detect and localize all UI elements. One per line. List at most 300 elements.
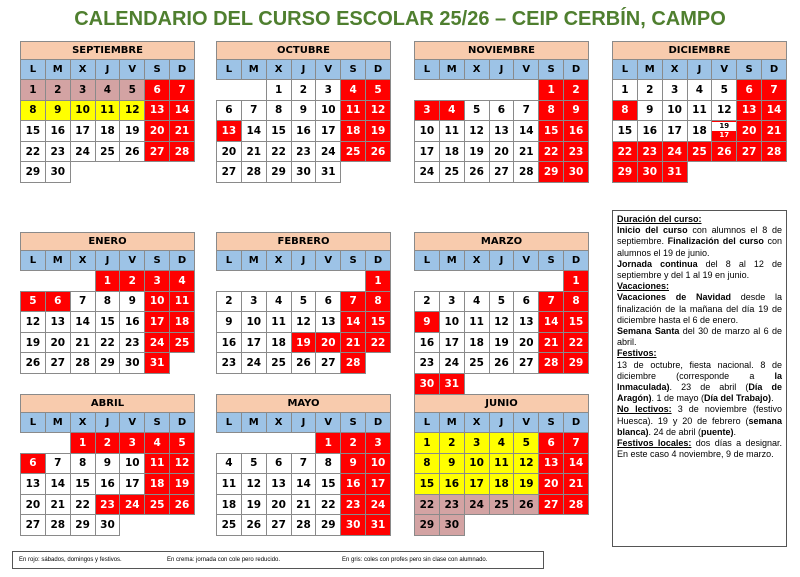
- day-cell: 30: [564, 162, 589, 183]
- day-cell: 6: [737, 80, 762, 101]
- fin-text: con alumnos el 19 de junio.: [617, 236, 782, 258]
- day-cell: 21: [241, 141, 266, 162]
- empty-cell: [366, 162, 391, 183]
- page-title: CALENDARIO DEL CURSO ESCOLAR 25/26 – CEIP CERBÍN, CAMPO: [74, 8, 726, 30]
- day-cell: 13: [217, 121, 242, 142]
- day-cell: 25: [341, 141, 366, 162]
- day-cell: 11: [439, 121, 464, 142]
- month-name: ENERO: [21, 233, 195, 251]
- weekday-header: V: [120, 251, 145, 271]
- empty-cell: [539, 271, 564, 292]
- empty-cell: [489, 515, 514, 536]
- day-cell: 4: [217, 453, 242, 474]
- day-cell: 28: [45, 515, 70, 536]
- day-cell: 3: [316, 80, 341, 101]
- locales-heading: Festivos locales:: [617, 438, 692, 449]
- festivos-bold-2: Día de Aragón): [617, 382, 783, 404]
- empty-cell: [464, 271, 489, 292]
- day-cell: 22: [316, 494, 341, 515]
- month-name: MAYO: [217, 395, 391, 413]
- day-cell: 28: [241, 162, 266, 183]
- day-cell: 18: [464, 332, 489, 353]
- day-cell: 27: [539, 494, 564, 515]
- month-mayo: [216, 394, 391, 536]
- weekday-header: J: [687, 60, 712, 80]
- day-cell: 14: [291, 474, 316, 495]
- empty-cell: [539, 373, 564, 394]
- day-cell: 3: [70, 80, 95, 101]
- day-cell: 16: [637, 121, 662, 142]
- day-cell: 15: [70, 474, 95, 495]
- day-cell: 28: [291, 515, 316, 536]
- day-cell: 10: [70, 100, 95, 121]
- day-cell: 4: [687, 80, 712, 101]
- day-cell: 22: [70, 494, 95, 515]
- weekday-header: X: [70, 413, 95, 433]
- day-cell: 23: [415, 353, 440, 374]
- day-cell: 26: [366, 141, 391, 162]
- day-cell: 8: [613, 100, 638, 121]
- day-cell: 1: [415, 433, 440, 454]
- weekday-header: X: [266, 251, 291, 271]
- day-cell: 2: [291, 80, 316, 101]
- festivos-text-1: 13 de octubre, fiesta nacional. 8 de diciembre (corresponde a: [617, 359, 782, 381]
- day-cell: 9: [217, 312, 242, 333]
- day-cell: 19: [366, 121, 391, 142]
- weekday-header: S: [341, 60, 366, 80]
- day-cell: 15: [266, 121, 291, 142]
- day-cell: 19: [514, 474, 539, 495]
- empty-cell: [21, 433, 46, 454]
- jornada-label: Jornada continua: [617, 258, 698, 269]
- day-cell: 4: [170, 271, 195, 292]
- day-cell: 2: [637, 80, 662, 101]
- day-cell: 19: [21, 332, 46, 353]
- empty-cell: [120, 162, 145, 183]
- day-cell: 11: [217, 474, 242, 495]
- weekday-header: S: [145, 251, 170, 271]
- day-cell: 26: [489, 353, 514, 374]
- weekday-header: X: [464, 60, 489, 80]
- day-cell: 24: [70, 141, 95, 162]
- day-cell: 30: [341, 515, 366, 536]
- nolectivos-text-2: . 24 de abril (: [648, 426, 702, 437]
- day-cell: 26: [170, 494, 195, 515]
- empty-cell: [266, 271, 291, 292]
- day-cell: 30: [415, 373, 440, 394]
- day-cell: 17: [439, 332, 464, 353]
- month-name: FEBRERO: [217, 233, 391, 251]
- day-cell: 2: [415, 291, 440, 312]
- day-cell: 9: [291, 100, 316, 121]
- day-cell: 1: [316, 433, 341, 454]
- empty-cell: [217, 433, 242, 454]
- weekday-header: L: [415, 251, 440, 271]
- day-cell: 5: [241, 453, 266, 474]
- weekday-header: X: [70, 251, 95, 271]
- fin-label: Finalización del curso: [667, 236, 764, 247]
- day-cell: 1: [95, 271, 120, 292]
- inicio-label: Inicio del curso: [617, 225, 688, 236]
- day-cell: 8: [266, 100, 291, 121]
- day-cell: 15: [21, 121, 46, 142]
- festivos-bold-3: Día del Trabajo): [704, 393, 772, 404]
- day-cell: 16: [120, 312, 145, 333]
- day-cell: 29: [266, 162, 291, 183]
- day-cell: 24: [464, 494, 489, 515]
- weekday-header: D: [366, 251, 391, 271]
- day-cell: 7: [514, 100, 539, 121]
- day-cell: 23: [120, 332, 145, 353]
- weekday-header: X: [70, 60, 95, 80]
- day-cell: 25: [145, 494, 170, 515]
- empty-cell: [217, 271, 242, 292]
- month-name: SEPTIEMBRE: [21, 42, 195, 60]
- day-cell: 18: [439, 141, 464, 162]
- festivos-bold-1: la Inmaculada): [617, 370, 782, 393]
- nolectivos-text-1: 3 de noviembre (festivo Huesca). 19 y 20 de febrero (: [617, 404, 783, 426]
- day-cell: 4: [266, 291, 291, 312]
- day-cell: 26: [291, 353, 316, 374]
- day-cell: 27: [217, 162, 242, 183]
- day-cell: 20: [737, 121, 762, 142]
- day-cell: 3: [120, 433, 145, 454]
- day-cell: 5: [366, 80, 391, 101]
- empty-cell: [489, 271, 514, 292]
- weekday-header: L: [21, 251, 46, 271]
- weekday-header: D: [366, 413, 391, 433]
- day-cell: 8: [95, 291, 120, 312]
- empty-cell: [762, 162, 787, 183]
- weekday-header: M: [241, 251, 266, 271]
- day-cell: 1: [70, 433, 95, 454]
- day-cell: 7: [241, 100, 266, 121]
- month-septiembre: [20, 41, 195, 183]
- day-cell: 27: [514, 353, 539, 374]
- day-cell: 15: [316, 474, 341, 495]
- day-cell: 6: [266, 453, 291, 474]
- legend-rojo: En rojo: sábados, domingos y festivos.: [19, 557, 122, 563]
- day-cell: 21: [514, 141, 539, 162]
- day-cell: 1: [21, 80, 46, 101]
- day-cell: 31: [316, 162, 341, 183]
- day-cell: 23: [95, 494, 120, 515]
- empty-cell: [712, 162, 737, 183]
- day-cell: 12: [170, 453, 195, 474]
- day-cell: 5: [514, 433, 539, 454]
- day-cell: 8: [21, 100, 46, 121]
- day-cell: 30: [637, 162, 662, 183]
- day-cell: 12: [464, 121, 489, 142]
- day-cell: 4: [341, 80, 366, 101]
- empty-cell: [464, 373, 489, 394]
- duracion-heading: Duración del curso:: [617, 214, 702, 224]
- empty-cell: [737, 162, 762, 183]
- day-cell: 1: [366, 271, 391, 292]
- empty-cell: [489, 373, 514, 394]
- day-cell: 29: [95, 353, 120, 374]
- empty-cell: [170, 515, 195, 536]
- empty-cell: [439, 80, 464, 101]
- festivos-text-3: . 1 de mayo (: [651, 393, 705, 404]
- day-cell: 28: [564, 494, 589, 515]
- empty-cell: [241, 80, 266, 101]
- weekday-header: S: [341, 413, 366, 433]
- empty-cell: [415, 271, 440, 292]
- month-name: OCTUBRE: [217, 42, 391, 60]
- weekday-header: S: [145, 413, 170, 433]
- day-cell: 29: [70, 515, 95, 536]
- weekday-header: J: [95, 251, 120, 271]
- day-cell: 18: [170, 312, 195, 333]
- day-cell: 27: [266, 515, 291, 536]
- inicio-text: con alumnos el 8 de septiembre.: [617, 225, 783, 247]
- day-cell: 29: [316, 515, 341, 536]
- empty-cell: [241, 271, 266, 292]
- weekday-header: X: [266, 60, 291, 80]
- weekday-header: X: [464, 251, 489, 271]
- empty-cell: [45, 433, 70, 454]
- weekday-header: J: [291, 251, 316, 271]
- day-cell: 28: [70, 353, 95, 374]
- day-cell: 6: [217, 100, 242, 121]
- empty-cell: [95, 162, 120, 183]
- day-cell: 20: [45, 332, 70, 353]
- day-cell: 7: [70, 291, 95, 312]
- day-cell: 17: [120, 474, 145, 495]
- day-cell: 27: [45, 353, 70, 374]
- day-cell: 2: [217, 291, 242, 312]
- day-cell: 10: [120, 453, 145, 474]
- day-cell: 24: [241, 353, 266, 374]
- month-enero: [20, 232, 195, 374]
- day-cell: 20: [21, 494, 46, 515]
- day-cell: 7: [564, 433, 589, 454]
- day-cell: 18: [95, 121, 120, 142]
- empty-cell: [341, 162, 366, 183]
- day-cell: 12: [366, 100, 391, 121]
- day-cell: 2: [45, 80, 70, 101]
- day-cell: 15: [366, 312, 391, 333]
- day-cell: 28: [539, 353, 564, 374]
- weekday-header: M: [241, 413, 266, 433]
- day-cell: 17: [415, 141, 440, 162]
- day-cell: 10: [415, 121, 440, 142]
- day-cell: 6: [145, 80, 170, 101]
- day-cell: 9: [637, 100, 662, 121]
- day-cell: 12: [241, 474, 266, 495]
- empty-cell: [564, 373, 589, 394]
- day-cell: 28: [170, 141, 195, 162]
- legend-gris: En gris: coles con profes pero sin clase con alumnado.: [342, 557, 488, 563]
- weekday-header: L: [613, 60, 638, 80]
- day-cell: 1: [613, 80, 638, 101]
- day-cell: 4: [464, 291, 489, 312]
- day-cell: 2: [120, 271, 145, 292]
- empty-cell: [241, 433, 266, 454]
- day-cell: 8: [415, 453, 440, 474]
- weekday-header: M: [241, 60, 266, 80]
- empty-cell: [170, 162, 195, 183]
- month-abril: [20, 394, 195, 536]
- day-cell: 19: [170, 474, 195, 495]
- day-cell: 31: [145, 353, 170, 374]
- month-junio: [414, 394, 589, 536]
- day-cell: 14: [762, 100, 787, 121]
- day-cell: 31: [439, 373, 464, 394]
- day-cell: 6: [316, 291, 341, 312]
- day-cell: 21: [539, 332, 564, 353]
- day-cell: 5: [291, 291, 316, 312]
- weekday-header: J: [291, 60, 316, 80]
- empty-cell: [464, 80, 489, 101]
- day-cell: 3: [464, 433, 489, 454]
- day-cell: 14: [539, 312, 564, 333]
- empty-cell: [120, 515, 145, 536]
- nolectivos-bold-2: puente): [701, 426, 734, 437]
- day-cell: 8: [539, 100, 564, 121]
- weekday-header: M: [45, 251, 70, 271]
- day-cell: 14: [70, 312, 95, 333]
- empty-cell: [70, 271, 95, 292]
- day-cell: 18: [687, 121, 712, 142]
- jornada-text: del 8 al 12 de septiembre y del 1 al 19 en junio.: [617, 258, 783, 281]
- day-cell: 13: [737, 100, 762, 121]
- day-cell: 13: [514, 312, 539, 333]
- day-cell: 9: [341, 453, 366, 474]
- day-cell: 17: [464, 474, 489, 495]
- day-cell: 5: [120, 80, 145, 101]
- day-cell: 10: [145, 291, 170, 312]
- day-cell: 12: [291, 312, 316, 333]
- info-panel: [612, 210, 787, 547]
- weekday-header: J: [95, 413, 120, 433]
- empty-cell: [564, 515, 589, 536]
- day-cell: 24: [439, 353, 464, 374]
- santa-text: del 30 de marzo al 6 de abril.: [617, 326, 783, 348]
- day-cell: 23: [564, 141, 589, 162]
- day-cell: 13: [21, 474, 46, 495]
- legend-crema: En crema: jornada con cole pero reducido.: [167, 557, 281, 563]
- day-cell: 4: [439, 100, 464, 121]
- empty-cell: [170, 353, 195, 374]
- day-cell: 20: [514, 332, 539, 353]
- day-cell: 16: [217, 332, 242, 353]
- day-cell: 11: [464, 312, 489, 333]
- day-cell: 25: [464, 353, 489, 374]
- festivos-heading: Festivos:: [617, 348, 657, 359]
- day-cell: 7: [539, 291, 564, 312]
- day-cell: 26: [464, 162, 489, 183]
- day-cell: 11: [145, 453, 170, 474]
- day-cell: 11: [266, 312, 291, 333]
- day-cell: 23: [217, 353, 242, 374]
- empty-cell: [266, 433, 291, 454]
- weekday-header: D: [366, 60, 391, 80]
- weekday-header: J: [489, 60, 514, 80]
- day-cell: 25: [489, 494, 514, 515]
- day-cell: 21: [564, 474, 589, 495]
- weekday-header: M: [439, 60, 464, 80]
- day-cell: 10: [316, 100, 341, 121]
- day-cell: 27: [21, 515, 46, 536]
- day-cell: 11: [170, 291, 195, 312]
- navidad-label: Vacaciones de Navidad: [617, 292, 732, 303]
- weekday-header: D: [170, 413, 195, 433]
- day-cell: 12: [21, 312, 46, 333]
- day-cell: 5: [464, 100, 489, 121]
- day-cell: 24: [366, 494, 391, 515]
- day-cell: 23: [341, 494, 366, 515]
- empty-cell: [341, 271, 366, 292]
- weekday-header: S: [539, 60, 564, 80]
- day-cell: 25: [687, 141, 712, 162]
- day-cell: 29: [21, 162, 46, 183]
- weekday-header: D: [762, 60, 787, 80]
- weekday-header: M: [439, 413, 464, 433]
- day-cell: 18: [489, 474, 514, 495]
- day-cell: 3: [662, 80, 687, 101]
- weekday-header: S: [737, 60, 762, 80]
- day-cell: 3: [415, 100, 440, 121]
- day-cell: 12: [489, 312, 514, 333]
- day-cell: 23: [45, 141, 70, 162]
- day-cell: 9: [95, 453, 120, 474]
- day-cell: 31: [366, 515, 391, 536]
- day-cell: 10: [366, 453, 391, 474]
- day-cell: 24: [415, 162, 440, 183]
- day-cell: 10: [439, 312, 464, 333]
- day-cell: 28: [341, 353, 366, 374]
- day-cell: 7: [291, 453, 316, 474]
- day-cell: 20: [316, 332, 341, 353]
- day-cell: 22: [539, 141, 564, 162]
- day-cell: 8: [316, 453, 341, 474]
- day-cell: 1: [564, 271, 589, 292]
- weekday-header: J: [291, 413, 316, 433]
- day-cell: 22: [613, 141, 638, 162]
- day-cell: 18: [145, 474, 170, 495]
- day-cell: 30: [291, 162, 316, 183]
- day-cell: 17: [145, 312, 170, 333]
- day-cell: 12: [712, 100, 737, 121]
- day-cell: 24: [316, 141, 341, 162]
- day-cell: 1: [539, 80, 564, 101]
- day-cell: 30: [120, 353, 145, 374]
- empty-cell: [316, 271, 341, 292]
- day-cell: 20: [489, 141, 514, 162]
- festivos-text-2: . 23 de abril (: [669, 382, 749, 393]
- day-cell: 2: [439, 433, 464, 454]
- day-cell: 22: [21, 141, 46, 162]
- weekday-header: V: [316, 413, 341, 433]
- locales-text: dos días a designar. En este caso 4 noviembre, 9 de marzo.: [617, 438, 782, 460]
- day-cell: 14: [170, 100, 195, 121]
- day-cell: 19: [489, 332, 514, 353]
- day-cell: 6: [489, 100, 514, 121]
- day-cell: 5: [712, 80, 737, 101]
- weekday-header: V: [120, 413, 145, 433]
- day-cell: 29: [613, 162, 638, 183]
- day-cell: 30: [439, 515, 464, 536]
- day-cell: 21: [341, 332, 366, 353]
- santa-label: Semana Santa: [617, 326, 680, 337]
- empty-cell: [145, 515, 170, 536]
- day-cell: 16: [564, 121, 589, 142]
- day-cell: 26: [514, 494, 539, 515]
- day-cell: 7: [45, 453, 70, 474]
- day-cell: 2: [564, 80, 589, 101]
